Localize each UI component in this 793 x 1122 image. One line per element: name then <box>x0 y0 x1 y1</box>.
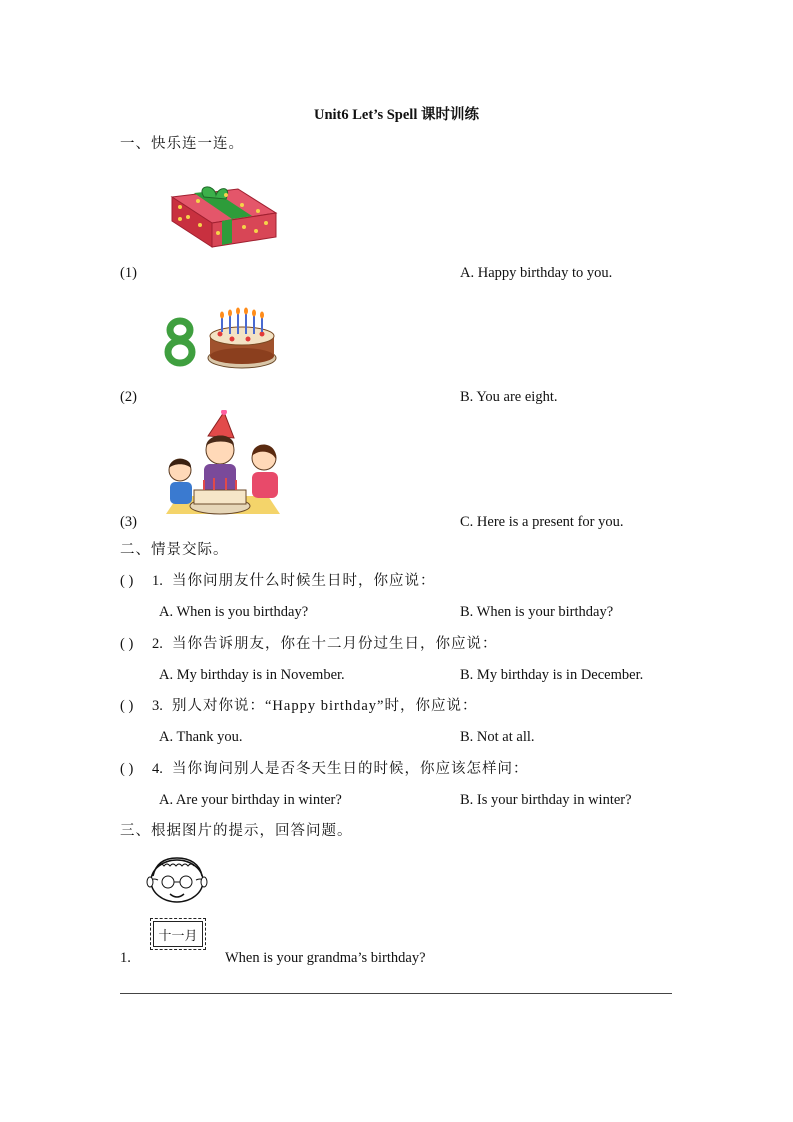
question-text: 当你告诉朋友，你在十二月份过生日，你应说： <box>172 636 498 652</box>
option-b: B. Is your birthday in winter? <box>460 792 632 808</box>
gift-box-image <box>168 185 280 249</box>
calendar-month-card <box>150 918 206 950</box>
option-b: B. My birthday is in December. <box>460 667 644 683</box>
match-item-2-number: (2) <box>120 389 137 405</box>
option-a: A. Thank you. <box>159 729 243 745</box>
section-2-heading: 二、情景交际。 <box>120 542 229 558</box>
question-3-1-number: 1. <box>120 950 131 966</box>
option-b: B. Not at all. <box>460 729 535 745</box>
page-title: Unit6 Let’s Spell 课时训练 <box>313 107 479 123</box>
match-option-b: B. You are eight. <box>460 389 558 405</box>
eight-and-cake-image <box>164 306 280 372</box>
match-item-3-number: (3) <box>120 514 137 530</box>
answer-line[interactable] <box>120 993 672 994</box>
answer-blank[interactable]: ( ) <box>120 761 134 777</box>
answer-blank[interactable]: ( ) <box>120 636 134 652</box>
answer-blank[interactable]: ( ) <box>120 573 134 589</box>
question-text: 别人对你说：“Happy birthday”时，你应说： <box>172 698 478 714</box>
option-a: A. My birthday is in November. <box>159 667 345 683</box>
grandma-face-image <box>146 856 208 906</box>
question-number: 3. <box>152 698 163 714</box>
match-item-1-number: (1) <box>120 265 137 281</box>
section-3-heading: 三、根据图片的提示，回答问题。 <box>120 823 353 839</box>
birthday-party-image <box>160 410 286 520</box>
section-1-heading: 一、快乐连一连。 <box>120 136 244 152</box>
question-text: 当你问朋友什么时候生日时，你应说： <box>172 573 436 589</box>
match-option-c: C. Here is a present for you. <box>460 514 624 530</box>
question-3-1-text: When is your grandma’s birthday? <box>225 950 426 966</box>
question-text: 当你询问别人是否冬天生日的时候，你应该怎样问： <box>172 761 529 777</box>
question-number: 1. <box>152 573 163 589</box>
number-eight-icon <box>168 321 192 363</box>
month-label: 十一月 <box>158 929 198 944</box>
option-a: A. When is you birthday? <box>159 604 309 620</box>
question-number: 4. <box>152 761 163 777</box>
option-a: A. Are your birthday in winter? <box>159 792 342 808</box>
answer-blank[interactable]: ( ) <box>120 698 134 714</box>
question-number: 2. <box>152 636 163 652</box>
match-option-a: A. Happy birthday to you. <box>460 265 613 281</box>
option-b: B. When is your birthday? <box>460 604 614 620</box>
